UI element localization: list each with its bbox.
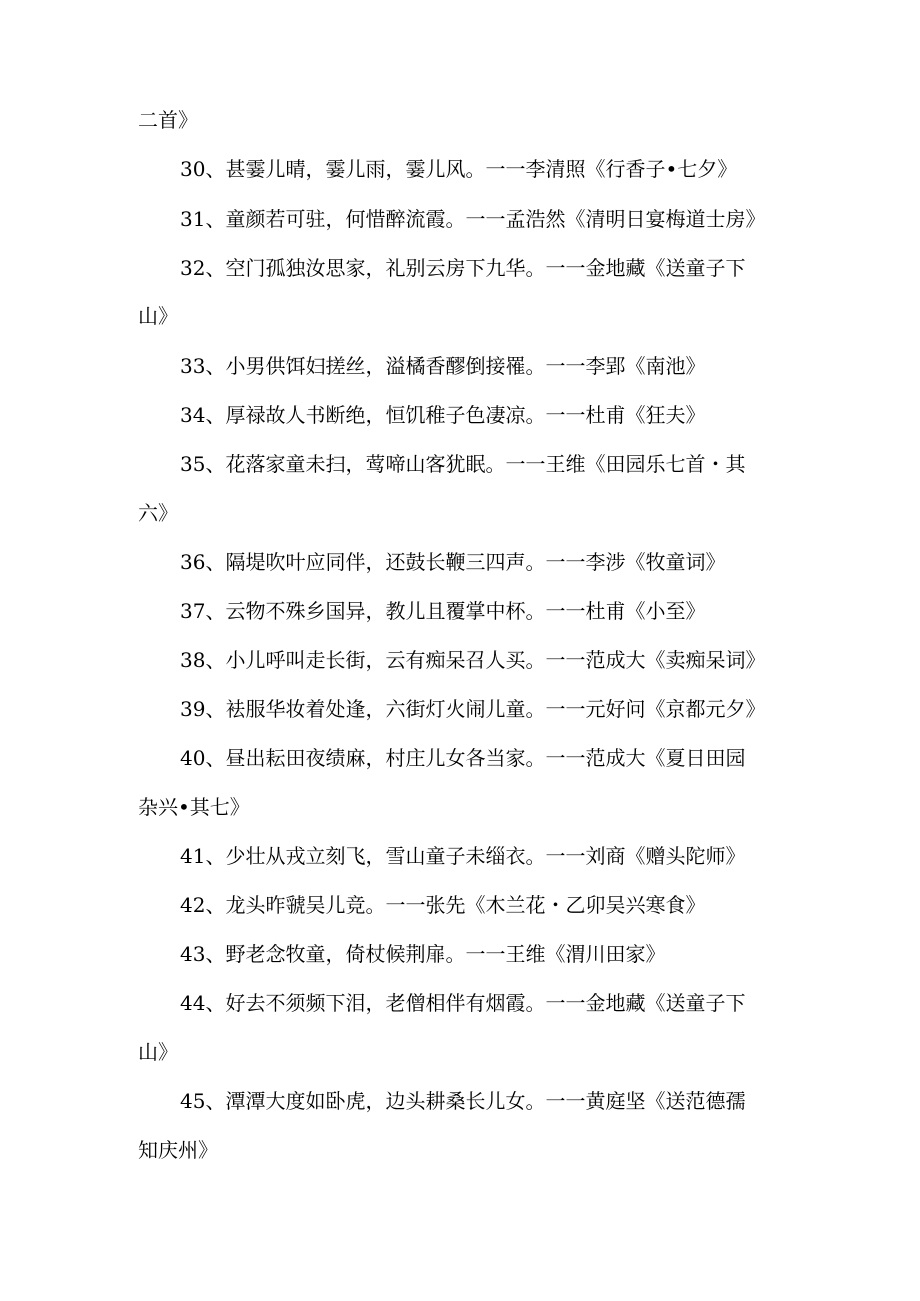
text-line: 杂兴•其七》	[138, 795, 250, 819]
text-line: 37、云物不殊乡国异，教儿且覆掌中杯。一一杜甫《小至》	[180, 599, 706, 623]
text-line: 42、龙头昨虢吴儿竞。一一张先《木兰花・乙卯吴兴寒食》	[180, 893, 706, 917]
text-line: 二首》	[138, 108, 198, 132]
text-line: 40、昼出耘田夜绩麻，村庄儿女各当家。一一范成大《夏日田园	[180, 746, 746, 770]
text-line: 32、空门孤独汝思家，礼别云房下九华。一一金地藏《送童子下	[180, 256, 746, 280]
text-line: 山》	[138, 304, 178, 328]
text-line: 31、童颜若可驻，何惜醉流霞。一一孟浩然《清明日宴梅道士房》	[180, 207, 766, 231]
text-line: 知庆州》	[138, 1138, 218, 1162]
text-line: 45、潭潭大度如卧虎，边头耕桑长儿女。一一黄庭坚《送范德孺	[180, 1089, 746, 1113]
text-line: 33、小男供饵妇搓丝，溢橘香醪倒接罹。一一李郢《南池》	[180, 354, 706, 378]
text-line: 38、小儿呼叫走长街，云有痴呆召人买。一一范成大《卖痴呆词》	[180, 648, 766, 672]
text-line: 43、野老念牧童，倚杖候荆扉。一一王维《渭川田家》	[180, 942, 666, 966]
text-line: 44、好去不须频下泪，老僧相伴有烟霞。一一金地藏《送童子下	[180, 991, 746, 1015]
text-line: 36、隔堤吹叶应同伴，还鼓长鞭三四声。一一李涉《牧童词》	[180, 550, 726, 574]
text-line: 六》	[138, 501, 178, 525]
text-line: 41、少壮从戎立刻飞，雪山童子未缁衣。一一刘商《赠头陀师》	[180, 844, 746, 868]
text-line: 30、甚霎儿晴，霎儿雨，霎儿风。一一李清照《行香子•七夕》	[180, 157, 738, 181]
text-line: 39、袪服华妆着处逢，六街灯火闹儿童。一一元好问《京都元夕》	[180, 697, 766, 721]
text-line: 34、厚禄故人书断绝，恒饥稚子色凄凉。一一杜甫《狂夫》	[180, 403, 706, 427]
text-line: 山》	[138, 1040, 178, 1064]
text-line: 35、花落家童未扫，莺啼山客犹眠。一一王维《田园乐七首・其	[180, 452, 746, 476]
